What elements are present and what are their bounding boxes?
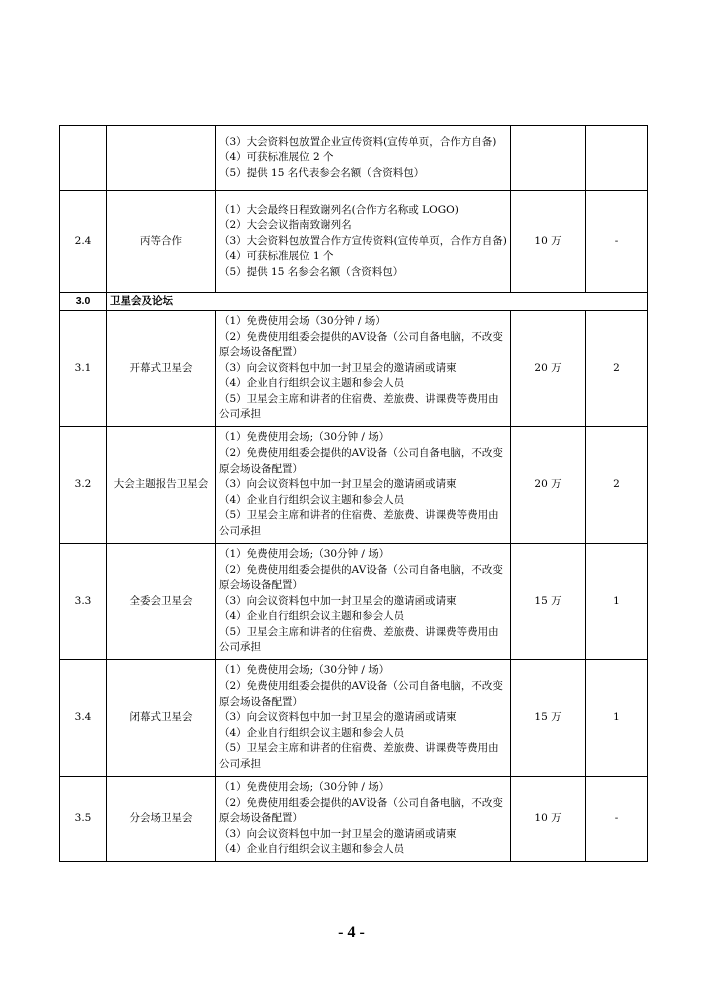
benefit-item: （5）卫星会主席和讲者的住宿费、差旅费、讲课费等费用由公司承担 xyxy=(219,509,499,537)
benefit-item: （4）企业自行组织会议主题和参会人员 xyxy=(219,726,405,739)
benefit-item: （2）免费使用组委会提供的AV设备（公司自备电脑，不改变原会场设备配置） xyxy=(219,680,503,708)
item-name: 丙等合作 xyxy=(107,191,216,293)
benefit-item: （4）企业自行组织会议主题和参会人员 xyxy=(219,610,405,623)
benefit-list xyxy=(216,660,511,777)
item-name: 开幕式卫星会 xyxy=(107,311,216,427)
price: 10 万 xyxy=(511,191,586,293)
benefit-list xyxy=(216,311,511,427)
benefit-item: （4）可获标准展位 2 个 xyxy=(219,151,334,164)
sponsorship-table xyxy=(59,125,648,862)
section-title: 卫星会及论坛 xyxy=(107,293,648,311)
benefit-item: （2）免费使用组委会提供的AV设备（公司自备电脑，不改变原会场设备配置） xyxy=(219,796,503,825)
table-row-3-4 xyxy=(60,660,648,777)
item-number: 3.1 xyxy=(60,311,107,427)
price-cell xyxy=(511,126,586,191)
benefit-item: （4）企业自行组织会议主题和参会人员 xyxy=(219,377,405,390)
table-row-3-2 xyxy=(60,427,648,544)
benefit-item: （5）卫星会主席和讲者的住宿费、差旅费、讲课费等费用由公司承担 xyxy=(219,742,499,770)
quantity: 1 xyxy=(586,660,648,777)
benefit-item: （2）免费使用组委会提供的AV设备（公司自备电脑，不改变原会场设备配置） xyxy=(219,447,503,475)
benefit-item: （3）向会议资料包中加一封卫星会的邀请函或请柬 xyxy=(219,827,457,840)
item-name: 分会场卫星会 xyxy=(107,777,216,862)
item-name: 闭幕式卫星会 xyxy=(107,660,216,777)
benefit-item: （1）免费使用会场（30分钟 / 场） xyxy=(219,314,386,327)
benefit-item: （4）企业自行组织会议主题和参会人员 xyxy=(219,493,405,506)
benefit-item: （3）大会资料包放置合作方宣传资料(宣传单页，合作方自备) xyxy=(219,234,507,247)
benefit-item: （3）大会资料包放置企业宣传资料(宣传单页，合作方自备) xyxy=(219,135,497,148)
quantity-cell xyxy=(586,126,648,191)
section-header-row xyxy=(60,293,648,311)
benefit-item: （5）提供 15 名参会名额（含资料包） xyxy=(219,265,404,278)
item-number-cell xyxy=(60,126,107,191)
section-number: 3.0 xyxy=(60,293,107,311)
quantity: - xyxy=(586,191,648,293)
benefit-item: （1）免费使用会场;（30分钟 / 场） xyxy=(219,781,390,794)
benefit-item: （5）提供 15 名代表参会名额（含资料包） xyxy=(219,166,425,179)
item-number: 3.5 xyxy=(60,777,107,862)
item-number: 2.4 xyxy=(60,191,107,293)
benefit-item: （5）卫星会主席和讲者的住宿费、差旅费、讲课费等费用由公司承担 xyxy=(219,625,499,654)
benefit-list xyxy=(216,126,511,191)
benefit-list xyxy=(216,427,511,544)
item-name-cell xyxy=(107,126,216,191)
benefit-item: （4）企业自行组织会议主题和参会人员 xyxy=(219,843,405,856)
price: 10 万 xyxy=(511,777,586,862)
item-name: 大会主题报告卫星会 xyxy=(107,427,216,544)
quantity: 1 xyxy=(586,544,648,660)
item-number: 3.3 xyxy=(60,544,107,660)
benefit-item: （3）向会议资料包中加一封卫星会的邀请函或请柬 xyxy=(219,594,457,607)
table-row-3-1 xyxy=(60,311,648,427)
benefit-item: （1）免费使用会场;（30分钟 / 场） xyxy=(219,664,390,677)
benefit-item: （1）免费使用会场;（30分钟 / 场） xyxy=(219,431,390,444)
benefit-item: （3）向会议资料包中加一封卫星会的邀请函或请柬 xyxy=(219,361,457,374)
quantity: 2 xyxy=(586,427,648,544)
price: 15 万 xyxy=(511,544,586,660)
table-row-2-4 xyxy=(60,191,648,293)
benefit-item: （5）卫星会主席和讲者的住宿费、差旅费、讲课费等费用由公司承担 xyxy=(219,392,499,421)
benefit-list xyxy=(216,191,511,293)
benefit-item: （1）免费使用会场;（30分钟 / 场） xyxy=(219,547,390,560)
item-number: 3.2 xyxy=(60,427,107,544)
benefit-list xyxy=(216,777,511,862)
table-row-continued xyxy=(60,126,648,191)
page-number: - 4 - xyxy=(338,924,365,941)
quantity: - xyxy=(586,777,648,862)
benefit-item: （3）向会议资料包中加一封卫星会的邀请函或请柬 xyxy=(219,478,457,491)
item-name: 全委会卫星会 xyxy=(107,544,216,660)
benefit-item: （3）向会议资料包中加一封卫星会的邀请函或请柬 xyxy=(219,711,457,724)
price: 20 万 xyxy=(511,427,586,544)
quantity: 2 xyxy=(586,311,648,427)
benefit-item: （2）免费使用组委会提供的AV设备（公司自备电脑，不改变原会场设备配置） xyxy=(219,330,503,359)
benefit-item: （2）免费使用组委会提供的AV设备（公司自备电脑，不改变原会场设备配置） xyxy=(219,563,503,592)
table-row-3-3 xyxy=(60,544,648,660)
price: 15 万 xyxy=(511,660,586,777)
benefit-item: （1）大会最终日程致谢列名(合作方名称或 LOGO) xyxy=(219,203,459,216)
benefit-item: （4）可获标准展位 1 个 xyxy=(219,250,334,263)
item-number: 3.4 xyxy=(60,660,107,777)
table-row-3-5 xyxy=(60,777,648,862)
price: 20 万 xyxy=(511,311,586,427)
benefit-item: （2）大会会议指南致谢列名 xyxy=(219,219,352,232)
benefit-list xyxy=(216,544,511,660)
